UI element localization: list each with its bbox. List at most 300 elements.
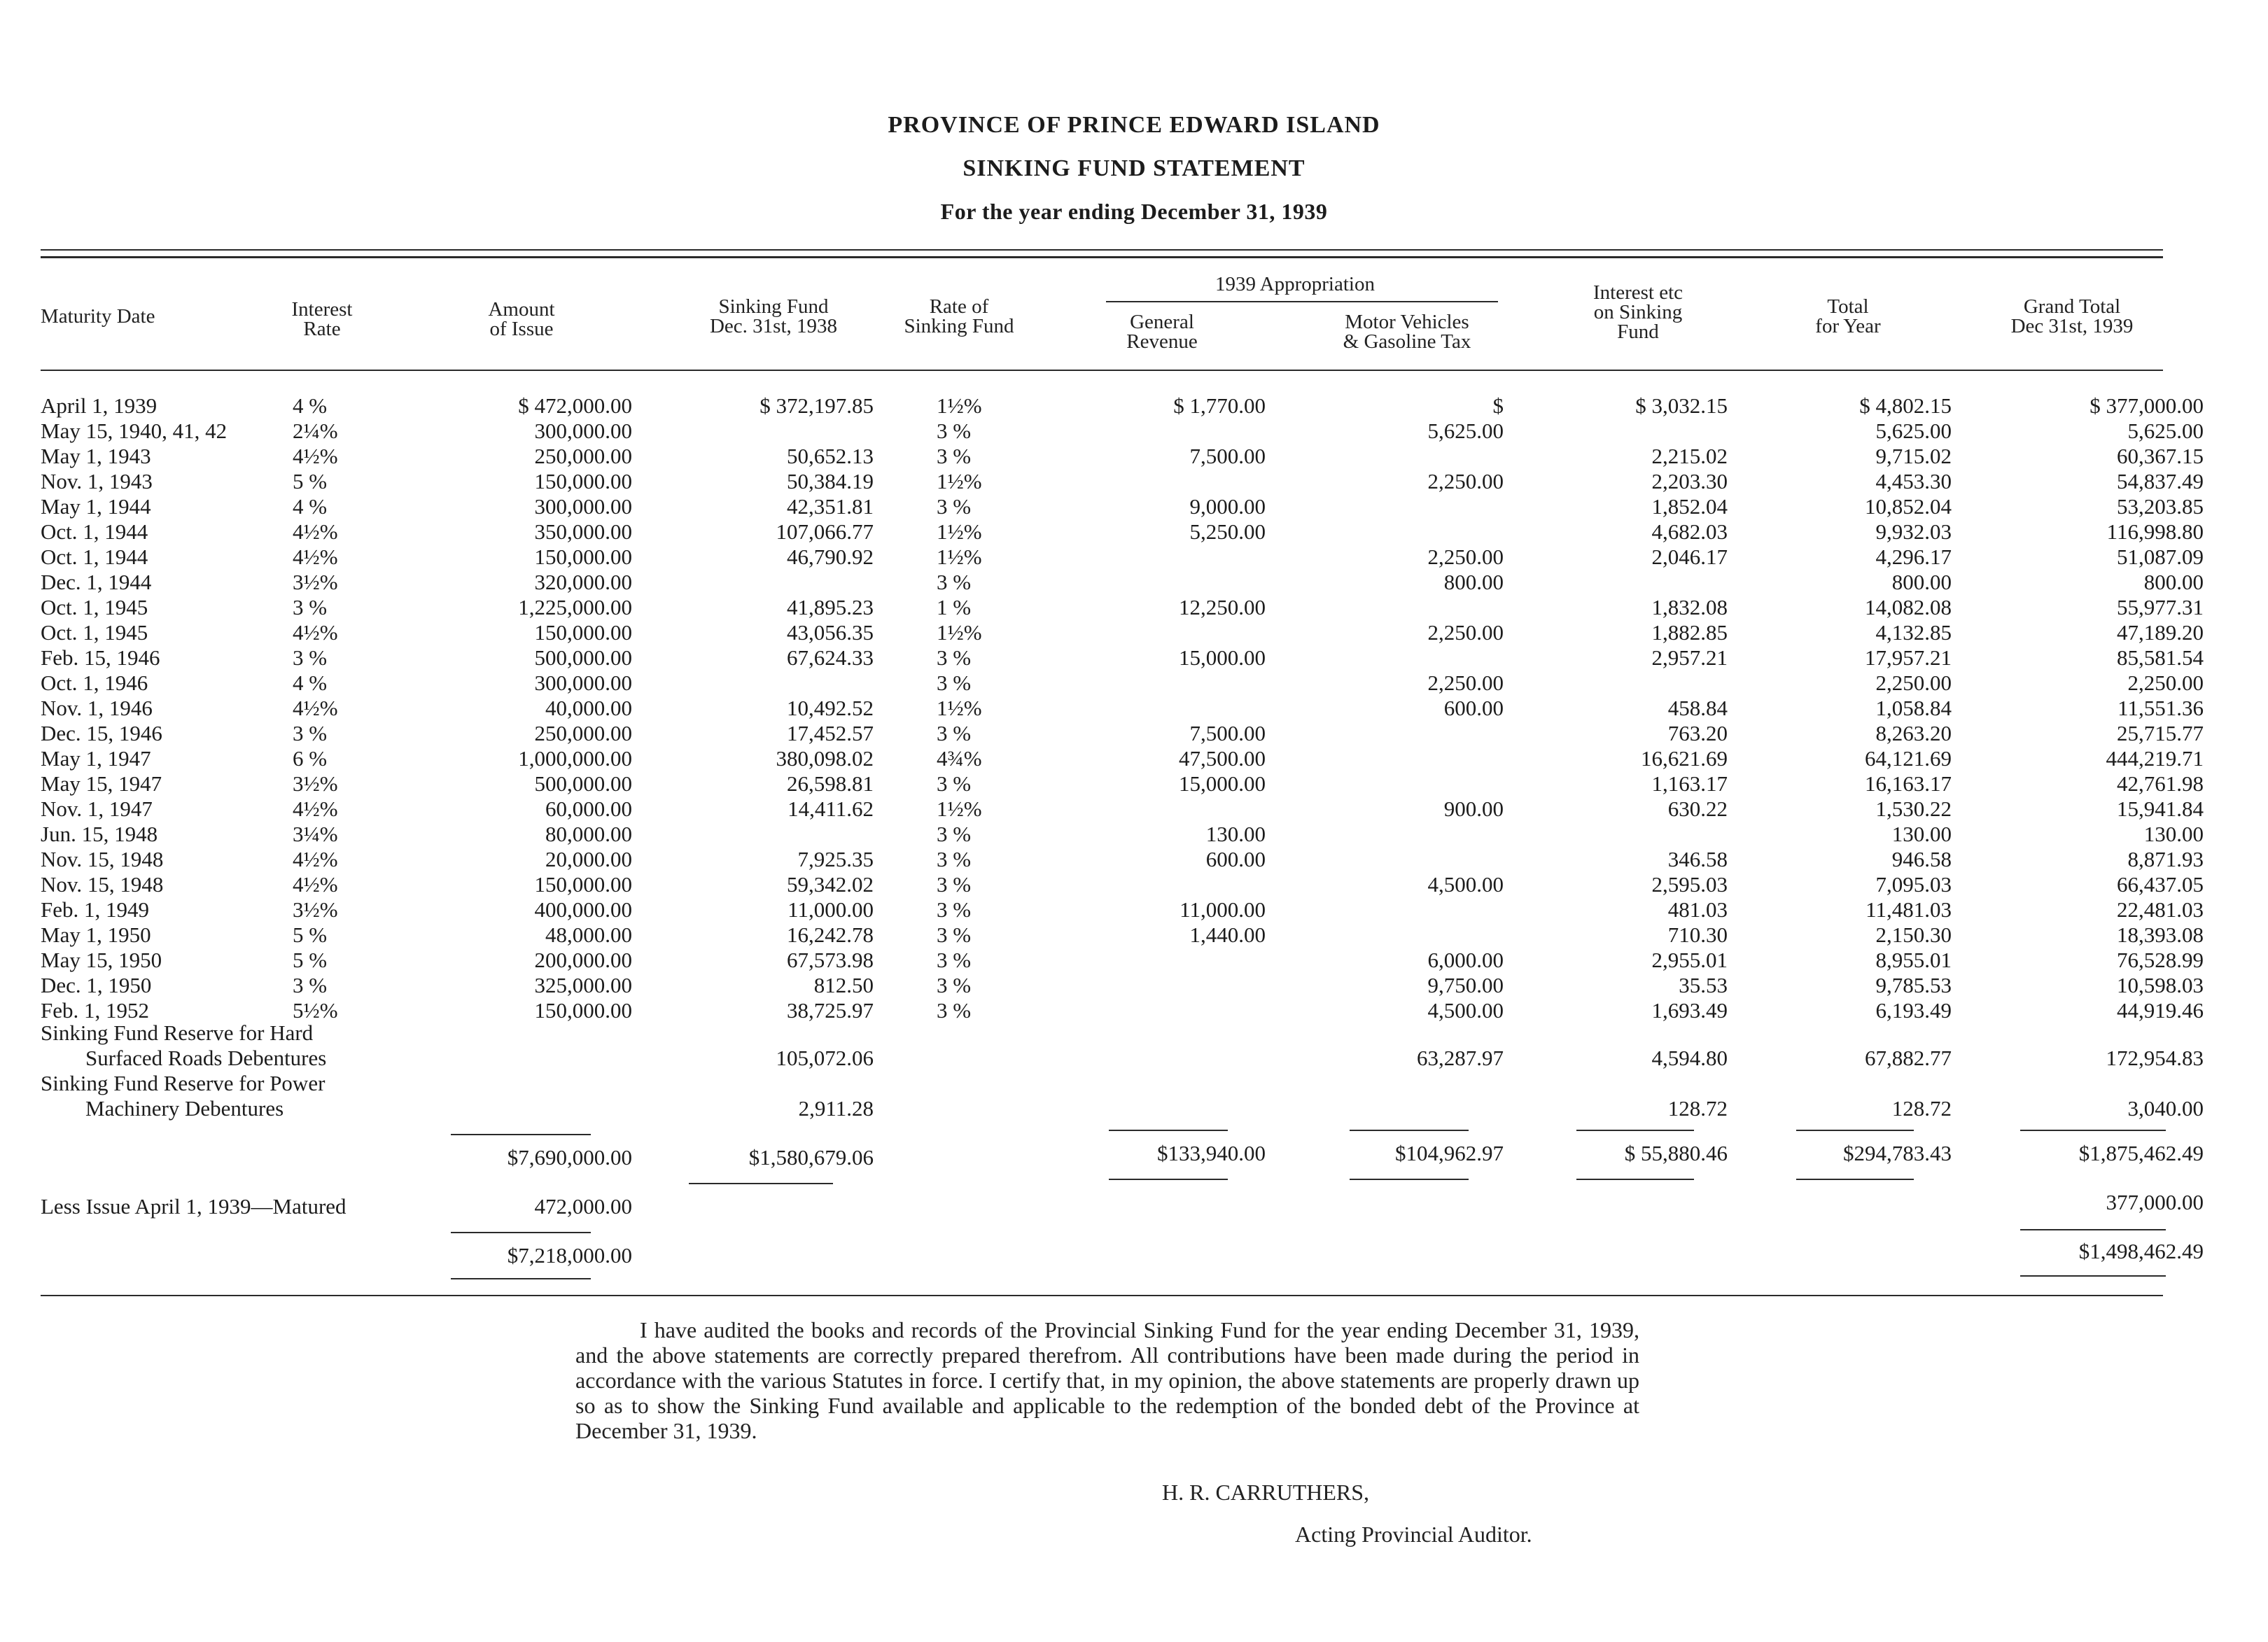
row-interest-on-fund: 1,882.85 [1651, 620, 1728, 645]
table-row [41, 746, 2204, 771]
row-general-revenue: 5,250.00 [1189, 519, 1266, 544]
reserve-interest: 128.72 [1667, 1096, 1728, 1121]
sum-rule [1796, 1130, 1914, 1131]
total-amount: $7,690,000.00 [507, 1145, 632, 1170]
reserve-total: 128.72 [1891, 1096, 1952, 1121]
row-maturity-date: Nov. 1, 1947 [41, 797, 153, 821]
total-for-year: $294,783.43 [1843, 1141, 1952, 1165]
row-maturity-date: Oct. 1, 1945 [41, 595, 148, 619]
row-sinking-fund-1938: 10,492.52 [787, 696, 874, 720]
row-grand-total: 85,581.54 [2117, 645, 2204, 670]
sum-rule [2020, 1130, 2166, 1131]
row-grand-total: 444,219.71 [2106, 746, 2204, 771]
table-row [41, 419, 2204, 444]
row-grand-total: 800.00 [2143, 570, 2204, 594]
table-row [41, 671, 2204, 696]
row-maturity-date: Oct. 1, 1944 [41, 519, 148, 544]
row-interest-on-fund: 2,203.30 [1651, 469, 1728, 493]
row-maturity-date: Oct. 1, 1944 [41, 545, 148, 569]
reserve-grand: 3,040.00 [2127, 1096, 2204, 1121]
row-total-for-year: 9,785.53 [1875, 973, 1952, 997]
net-double-rule [2020, 1275, 2166, 1277]
row-grand-total: 5,625.00 [2127, 419, 2204, 443]
row-amount-of-issue: 250,000.00 [534, 721, 632, 745]
row-interest-rate: 4 % [293, 494, 328, 519]
row-amount-of-issue: 150,000.00 [534, 872, 632, 897]
row-motor-vehicles: 2,250.00 [1427, 469, 1504, 493]
row-sinking-fund-1938: 50,652.13 [787, 444, 874, 468]
row-amount-of-issue: 48,000.00 [545, 922, 632, 947]
row-total-for-year: 6,193.49 [1875, 998, 1952, 1023]
row-total-for-year: 4,296.17 [1875, 545, 1952, 569]
row-sinking-fund-1938: 46,790.92 [787, 545, 874, 569]
net-rule [451, 1232, 591, 1233]
row-sinking-fund-1938: 67,573.98 [787, 948, 874, 972]
header-bottom-rule [41, 370, 2163, 371]
row-motor-vehicles: 9,750.00 [1427, 973, 1504, 997]
reserve-sf1938: 105,072.06 [776, 1046, 874, 1070]
row-motor-vehicles: 4,500.00 [1427, 998, 1504, 1023]
row-amount-of-issue: 320,000.00 [534, 570, 632, 594]
row-rate-sinking-fund: 1 % [937, 595, 972, 619]
row-maturity-date: Feb. 15, 1946 [41, 645, 160, 670]
row-interest-rate: 5 % [293, 948, 328, 972]
table-row [41, 393, 2204, 419]
total-sf1938: $1,580,679.06 [748, 1145, 874, 1170]
row-total-for-year: 9,932.03 [1875, 519, 1952, 544]
row-rate-sinking-fund: 1½% [937, 393, 982, 418]
row-general-revenue: $ 1,770.00 [1173, 393, 1266, 418]
row-amount-of-issue: 1,225,000.00 [518, 595, 632, 619]
row-general-revenue: 600.00 [1205, 847, 1266, 871]
table-row [41, 494, 2204, 519]
row-rate-sinking-fund: 4¾% [937, 746, 982, 771]
row-sinking-fund-1938: 42,351.81 [787, 494, 874, 519]
row-motor-vehicles: 2,250.00 [1427, 620, 1504, 645]
table-row [41, 872, 2204, 897]
row-interest-rate: 4½% [293, 545, 338, 569]
reserve-grand: 172,954.83 [2106, 1046, 2204, 1070]
row-general-revenue: 11,000.00 [1180, 897, 1266, 922]
table-row [41, 822, 2204, 847]
total-interest: $ 55,880.46 [1624, 1141, 1728, 1165]
row-maturity-date: Feb. 1, 1952 [41, 998, 149, 1023]
row-general-revenue: 12,250.00 [1179, 595, 1266, 619]
row-motor-vehicles: $ [1492, 393, 1504, 418]
row-interest-on-fund: 763.20 [1667, 721, 1728, 745]
row-rate-sinking-fund: 3 % [937, 973, 972, 997]
row-amount-of-issue: 300,000.00 [534, 494, 632, 519]
row-maturity-date: May 15, 1950 [41, 948, 162, 972]
reserve-hard-roads-line2 [41, 1046, 2204, 1071]
row-general-revenue: 15,000.00 [1179, 645, 1266, 670]
row-rate-sinking-fund: 1½% [937, 469, 982, 493]
row-maturity-date: Nov. 15, 1948 [41, 872, 164, 897]
row-grand-total: 66,437.05 [2117, 872, 2204, 897]
row-grand-total: 76,528.99 [2117, 948, 2204, 972]
row-interest-rate: 3½% [293, 570, 338, 594]
row-rate-sinking-fund: 3 % [937, 494, 972, 519]
row-amount-of-issue: 200,000.00 [534, 948, 632, 972]
sum-rule [1576, 1130, 1694, 1131]
total-general: $133,940.00 [1157, 1141, 1266, 1165]
row-motor-vehicles: 800.00 [1443, 570, 1504, 594]
row-total-for-year: 64,121.69 [1865, 746, 1952, 771]
row-grand-total: $ 377,000.00 [2090, 393, 2204, 418]
audit-certificate: I have audited the books and records of the Provincial Sinking Fund for the year ending December 31, 1939, and the above statements are correctly prepared therefrom. All contributions have been made during the period in accordance with the various Statutes in force. I certify that, in my opinion, the above statements are properly drawn up so as to show the Sinking Fund available and applicable to the redemption of the bonded debt of the Province at December 31, 1939. [575, 1317, 1639, 1443]
row-interest-on-fund: 4,682.03 [1651, 519, 1728, 544]
net-double-rule [451, 1278, 591, 1279]
row-interest-on-fund: 2,595.03 [1651, 872, 1728, 897]
net-grand: $1,498,462.49 [2078, 1239, 2204, 1263]
row-sinking-fund-1938: 50,384.19 [787, 469, 874, 493]
row-interest-on-fund: 458.84 [1667, 696, 1728, 720]
row-amount-of-issue: $ 472,000.00 [518, 393, 632, 418]
row-total-for-year: 1,058.84 [1875, 696, 1952, 720]
row-rate-sinking-fund: 3 % [937, 922, 972, 947]
row-sinking-fund-1938: 17,452.57 [787, 721, 874, 745]
row-sinking-fund-1938: 16,242.78 [787, 922, 874, 947]
reserve-sf1938: 2,911.28 [798, 1096, 874, 1121]
row-amount-of-issue: 150,000.00 [534, 469, 632, 493]
row-rate-sinking-fund: 1½% [937, 797, 982, 821]
row-grand-total: 53,203.85 [2117, 494, 2204, 519]
row-grand-total: 130.00 [2143, 822, 2204, 846]
province-title: PROVINCE OF PRINCE EDWARD ISLAND [888, 112, 1380, 138]
row-maturity-date: May 1, 1943 [41, 444, 151, 468]
totals-row [41, 1141, 2204, 1170]
row-rate-sinking-fund: 3 % [937, 948, 972, 972]
row-interest-rate: 4½% [293, 872, 338, 897]
row-sinking-fund-1938: 26,598.81 [787, 771, 874, 796]
row-motor-vehicles: 4,500.00 [1427, 872, 1504, 897]
row-interest-on-fund: 481.03 [1667, 897, 1728, 922]
col-amount-of-issue: Amount of Issue [488, 298, 555, 340]
row-amount-of-issue: 400,000.00 [534, 897, 632, 922]
row-amount-of-issue: 60,000.00 [545, 797, 632, 821]
row-maturity-date: May 15, 1947 [41, 771, 162, 796]
reserve-total: 67,882.77 [1865, 1046, 1952, 1070]
row-interest-on-fund: 1,832.08 [1651, 595, 1728, 619]
row-interest-rate: 4½% [293, 444, 338, 468]
row-grand-total: 2,250.00 [2127, 671, 2204, 695]
row-rate-sinking-fund: 1½% [937, 696, 982, 720]
top-rule-1 [41, 249, 2163, 251]
row-sinking-fund-1938: 7,925.35 [797, 847, 874, 871]
table-row [41, 797, 2204, 822]
row-total-for-year: 2,150.30 [1875, 922, 1952, 947]
row-maturity-date: May 15, 1940, 41, 42 [41, 419, 227, 443]
row-grand-total: 44,919.46 [2117, 998, 2204, 1023]
col-general-revenue: General Revenue [1126, 311, 1198, 353]
bottom-rule [41, 1295, 2163, 1296]
table-row [41, 645, 2204, 671]
row-maturity-date: Nov. 1, 1943 [41, 469, 153, 493]
row-interest-on-fund: 630.22 [1667, 797, 1728, 821]
table-row [41, 696, 2204, 721]
row-interest-on-fund: 2,046.17 [1651, 545, 1728, 569]
row-interest-on-fund: 710.30 [1667, 922, 1728, 947]
col-grand-total: Grand Total Dec 31st, 1939 [2010, 295, 2134, 337]
row-total-for-year: 130.00 [1891, 822, 1952, 846]
total-rule [1109, 1179, 1228, 1180]
row-grand-total: 51,087.09 [2117, 545, 2204, 569]
row-general-revenue: 7,500.00 [1189, 721, 1266, 745]
row-interest-rate: 3 % [293, 973, 328, 997]
reserve-hard-roads-line1 [41, 1020, 2204, 1046]
row-general-revenue: 47,500.00 [1179, 746, 1266, 771]
row-maturity-date: May 1, 1950 [41, 922, 151, 947]
row-rate-sinking-fund: 1½% [937, 545, 982, 569]
sum-rule [451, 1134, 591, 1135]
row-grand-total: 54,837.49 [2117, 469, 2204, 493]
row-motor-vehicles: 2,250.00 [1427, 545, 1504, 569]
row-motor-vehicles: 600.00 [1443, 696, 1504, 720]
row-maturity-date: Jun. 15, 1948 [41, 822, 158, 846]
table-row [41, 948, 2204, 973]
row-grand-total: 22,481.03 [2117, 897, 2204, 922]
row-grand-total: 25,715.77 [2117, 721, 2204, 745]
row-maturity-date: Oct. 1, 1946 [41, 671, 148, 695]
row-grand-total: 116,998.80 [2106, 519, 2204, 544]
net-rule [2020, 1229, 2166, 1230]
row-interest-rate: 4½% [293, 696, 338, 720]
table-row [41, 771, 2204, 797]
row-total-for-year: 10,852.04 [1865, 494, 1952, 519]
table-row [41, 570, 2204, 595]
row-sinking-fund-1938: 11,000.00 [788, 897, 874, 922]
row-sinking-fund-1938: 67,624.33 [787, 645, 874, 670]
col-maturity-date: Maturity Date [41, 305, 155, 328]
row-interest-on-fund: 2,957.21 [1651, 645, 1728, 670]
row-amount-of-issue: 250,000.00 [534, 444, 632, 468]
reserve-power-line1 [41, 1071, 2204, 1096]
row-total-for-year: 1,530.22 [1875, 797, 1952, 821]
row-amount-of-issue: 300,000.00 [534, 671, 632, 695]
row-rate-sinking-fund: 3 % [937, 897, 972, 922]
row-general-revenue: 9,000.00 [1189, 494, 1266, 519]
row-grand-total: 8,871.93 [2127, 847, 2204, 871]
total-rule [1576, 1179, 1694, 1180]
row-maturity-date: Nov. 15, 1948 [41, 847, 164, 871]
table-row [41, 973, 2204, 998]
table-row [41, 721, 2204, 746]
row-amount-of-issue: 500,000.00 [534, 771, 632, 796]
col-rate-sinking-fund: Rate of Sinking Fund [904, 295, 1014, 337]
reserve-label: Surfaced Roads Debentures [85, 1046, 327, 1070]
row-grand-total: 42,761.98 [2117, 771, 2204, 796]
reserve-label: Sinking Fund Reserve for Hard [41, 1020, 314, 1045]
table-row [41, 444, 2204, 469]
row-interest-on-fund: 1,163.17 [1651, 771, 1728, 796]
table-row [41, 545, 2204, 570]
col-sinking-fund-1938: Sinking Fund Dec. 31st, 1938 [709, 295, 838, 337]
row-total-for-year: 800.00 [1891, 570, 1952, 594]
row-interest-rate: 5½% [293, 998, 338, 1023]
reserve-power-line2 [41, 1096, 2204, 1121]
row-sinking-fund-1938: 38,725.97 [787, 998, 874, 1023]
row-grand-total: 10,598.03 [2117, 973, 2204, 997]
row-total-for-year: 2,250.00 [1875, 671, 1952, 695]
row-amount-of-issue: 150,000.00 [534, 620, 632, 645]
row-interest-rate: 4½% [293, 519, 338, 544]
table-row [41, 620, 2204, 645]
row-rate-sinking-fund: 3 % [937, 721, 972, 745]
reserve-motor: 63,287.97 [1417, 1046, 1504, 1070]
row-general-revenue: 130.00 [1205, 822, 1266, 846]
net-amount: $7,218,000.00 [507, 1243, 632, 1268]
row-rate-sinking-fund: 3 % [937, 847, 972, 871]
row-interest-rate: 3 % [293, 595, 328, 619]
row-maturity-date: Dec. 1, 1944 [41, 570, 152, 594]
col-motor-vehicles: Motor Vehicles & Gasoline Tax [1343, 311, 1471, 353]
row-interest-on-fund: 35.53 [1679, 973, 1728, 997]
row-interest-on-fund: 1,852.04 [1651, 494, 1728, 519]
row-grand-total: 47,189.20 [2117, 620, 2204, 645]
row-interest-rate: 4 % [293, 671, 328, 695]
row-interest-rate: 3½% [293, 897, 338, 922]
row-interest-rate: 3 % [293, 721, 328, 745]
row-grand-total: 11,551.36 [2118, 696, 2204, 720]
row-interest-rate: 3 % [293, 645, 328, 670]
row-motor-vehicles: 900.00 [1443, 797, 1504, 821]
less-matured-row [41, 1190, 2204, 1219]
auditor-name: H. R. CARRUTHERS, [1162, 1480, 1370, 1505]
row-amount-of-issue: 150,000.00 [534, 545, 632, 569]
reserve-label: Sinking Fund Reserve for Power [41, 1071, 326, 1095]
row-interest-rate: 3½% [293, 771, 338, 796]
sum-rule [1350, 1130, 1469, 1131]
row-grand-total: 60,367.15 [2117, 444, 2204, 468]
statement-title: SINKING FUND STATEMENT [962, 155, 1306, 181]
row-rate-sinking-fund: 3 % [937, 671, 972, 695]
row-sinking-fund-1938: 43,056.35 [787, 620, 874, 645]
row-interest-on-fund: 16,621.69 [1641, 746, 1728, 771]
row-amount-of-issue: 1,000,000.00 [518, 746, 632, 771]
row-general-revenue: 15,000.00 [1179, 771, 1266, 796]
row-amount-of-issue: 300,000.00 [534, 419, 632, 443]
row-total-for-year: 16,163.17 [1865, 771, 1952, 796]
appropriation-rule [1106, 301, 1498, 302]
row-rate-sinking-fund: 3 % [937, 645, 972, 670]
row-rate-sinking-fund: 3 % [937, 444, 972, 468]
row-rate-sinking-fund: 3 % [937, 570, 972, 594]
row-rate-sinking-fund: 1½% [937, 519, 982, 544]
row-interest-on-fund: $ 3,032.15 [1635, 393, 1728, 418]
table-row [41, 847, 2204, 872]
row-sinking-fund-1938: 107,066.77 [776, 519, 874, 544]
row-total-for-year: $ 4,802.15 [1859, 393, 1952, 418]
row-total-for-year: 17,957.21 [1865, 645, 1952, 670]
row-interest-on-fund: 1,693.49 [1651, 998, 1728, 1023]
row-maturity-date: May 1, 1944 [41, 494, 151, 519]
table-row [41, 519, 2204, 545]
row-total-for-year: 7,095.03 [1875, 872, 1952, 897]
row-rate-sinking-fund: 1½% [937, 620, 982, 645]
row-sinking-fund-1938: $ 372,197.85 [760, 393, 874, 418]
row-maturity-date: Feb. 1, 1949 [41, 897, 149, 922]
row-maturity-date: Nov. 1, 1946 [41, 696, 153, 720]
row-grand-total: 55,977.31 [2117, 595, 2204, 619]
row-sinking-fund-1938: 41,895.23 [787, 595, 874, 619]
less-grand: 377,000.00 [2106, 1190, 2204, 1214]
row-maturity-date: Dec. 1, 1950 [41, 973, 152, 997]
row-maturity-date: Dec. 15, 1946 [41, 721, 162, 745]
net-row [41, 1239, 2204, 1268]
row-grand-total: 18,393.08 [2117, 922, 2204, 947]
row-interest-rate: 5 % [293, 922, 328, 947]
row-amount-of-issue: 500,000.00 [534, 645, 632, 670]
col-total-for-year: Total for Year [1815, 295, 1881, 337]
row-interest-rate: 4½% [293, 620, 338, 645]
row-amount-of-issue: 150,000.00 [534, 998, 632, 1023]
row-rate-sinking-fund: 3 % [937, 419, 972, 443]
auditor-title: Acting Provincial Auditor. [1295, 1522, 1532, 1547]
row-amount-of-issue: 80,000.00 [545, 822, 632, 846]
row-rate-sinking-fund: 3 % [937, 872, 972, 897]
total-rule [1350, 1179, 1469, 1180]
row-total-for-year: 4,453.30 [1875, 469, 1952, 493]
col-interest-rate: Interest Rate [291, 298, 353, 340]
row-interest-on-fund: 2,955.01 [1651, 948, 1728, 972]
row-interest-rate: 4 % [293, 393, 328, 418]
row-interest-rate: 4½% [293, 797, 338, 821]
row-maturity-date: Oct. 1, 1945 [41, 620, 148, 645]
less-amount: 472,000.00 [534, 1194, 632, 1219]
row-amount-of-issue: 40,000.00 [545, 696, 632, 720]
row-interest-rate: 6 % [293, 746, 328, 771]
row-general-revenue: 1,440.00 [1189, 922, 1266, 947]
row-interest-rate: 2¼% [293, 419, 338, 443]
row-rate-sinking-fund: 3 % [937, 998, 972, 1023]
less-label: Less Issue April 1, 1939—Matured [41, 1194, 346, 1219]
col-appropriation-group: 1939 Appropriation [1215, 273, 1375, 295]
row-interest-on-fund: 346.58 [1667, 847, 1728, 871]
row-total-for-year: 946.58 [1891, 847, 1952, 871]
row-total-for-year: 11,481.03 [1865, 897, 1952, 922]
total-motor: $104,962.97 [1395, 1141, 1504, 1165]
bond-rows [41, 393, 2204, 1023]
row-total-for-year: 9,715.02 [1875, 444, 1952, 468]
row-grand-total: 15,941.84 [2117, 797, 2204, 821]
row-interest-rate: 3¼% [293, 822, 338, 846]
row-motor-vehicles: 2,250.00 [1427, 671, 1504, 695]
sum-rule [1109, 1130, 1228, 1131]
row-rate-sinking-fund: 3 % [937, 822, 972, 846]
row-motor-vehicles: 6,000.00 [1427, 948, 1504, 972]
row-rate-sinking-fund: 3 % [937, 771, 972, 796]
row-amount-of-issue: 350,000.00 [534, 519, 632, 544]
period-subtitle: For the year ending December 31, 1939 [940, 199, 1328, 224]
table-row [41, 897, 2204, 922]
row-total-for-year: 5,625.00 [1875, 419, 1952, 443]
col-interest-on-sinking-fund: Interest etc on Sinking Fund [1592, 281, 1683, 343]
top-rule-2 [41, 256, 2163, 258]
row-amount-of-issue: 325,000.00 [534, 973, 632, 997]
row-total-for-year: 14,082.08 [1865, 595, 1952, 619]
row-sinking-fund-1938: 59,342.02 [787, 872, 874, 897]
row-amount-of-issue: 20,000.00 [545, 847, 632, 871]
row-interest-on-fund: 2,215.02 [1651, 444, 1728, 468]
row-total-for-year: 8,263.20 [1875, 721, 1952, 745]
total-grand: $1,875,462.49 [2078, 1141, 2204, 1165]
row-sinking-fund-1938: 14,411.62 [788, 797, 874, 821]
row-interest-rate: 4½% [293, 847, 338, 871]
row-maturity-date: May 1, 1947 [41, 746, 151, 771]
reserve-interest: 4,594.80 [1651, 1046, 1728, 1070]
table-row [41, 469, 2204, 494]
table-row [41, 595, 2204, 620]
